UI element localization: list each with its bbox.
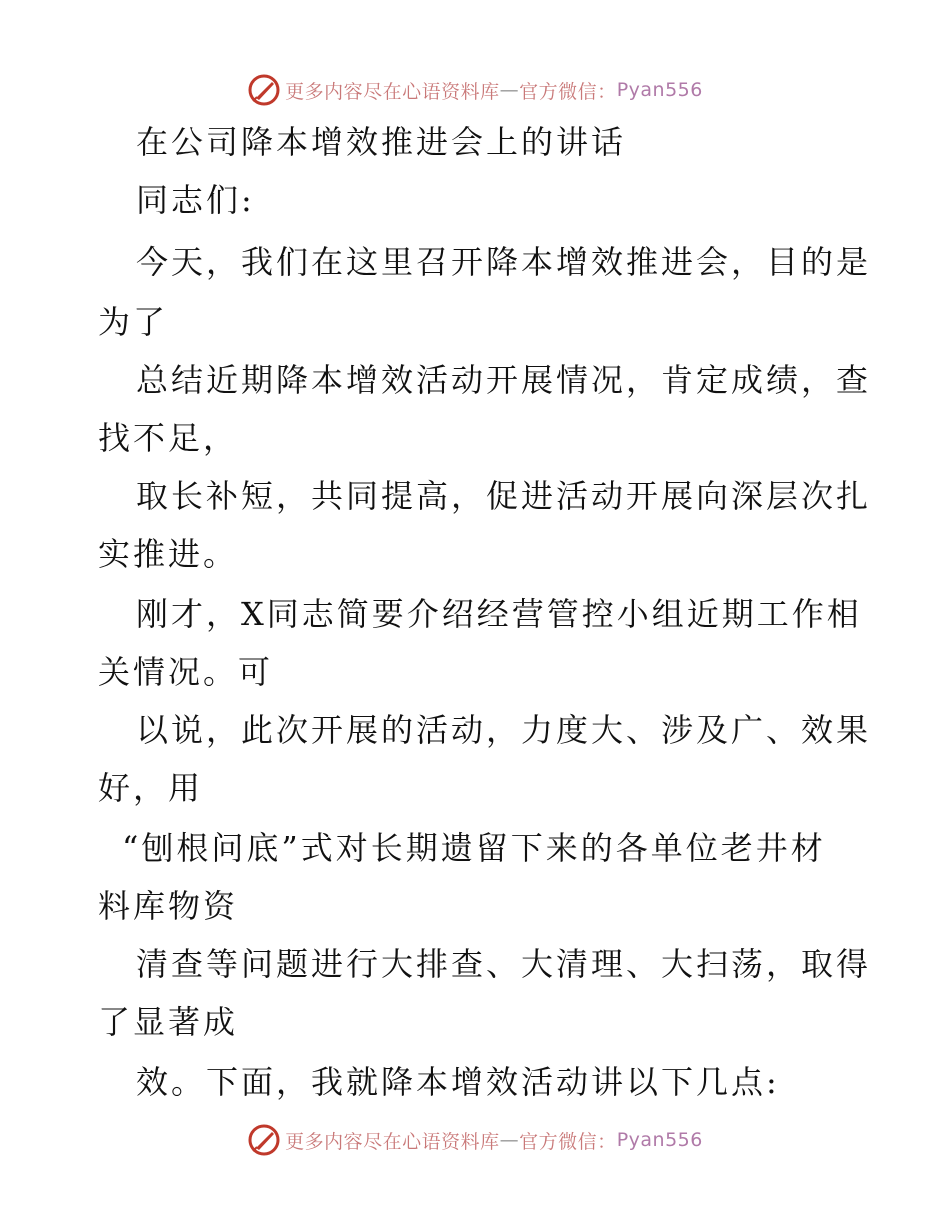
watermark-account-label: 官方微信： (519, 80, 617, 103)
paragraph-line: 今天，我们在这里召开降本增效推进会，目的是 (136, 243, 872, 281)
watermark-account-value: Pyan556 (616, 1129, 703, 1151)
paragraph-line: 刚才，X同志简要介绍经营管控小组近期工作相 (136, 595, 862, 633)
paragraph-line: 取长补短，共同提高，促进活动开展向深层次扎 (136, 477, 872, 515)
paragraph-line: 实推进。 (98, 535, 239, 573)
watermark-account-label: 官方微信： (519, 1130, 617, 1153)
paragraph-line: 好，用 (98, 769, 204, 807)
paragraph-line: 料库物资 (98, 887, 239, 925)
quill-logo-icon (247, 73, 281, 107)
document-title: 在公司降本增效推进会上的讲话 (136, 123, 627, 161)
paragraph-line: 了显著成 (98, 1003, 239, 1041)
watermark-dash: — (499, 1129, 520, 1151)
paragraph-line: 清查等问题进行大排查、大清理、大扫荡，取得 (136, 945, 872, 983)
quill-logo-icon (247, 1123, 281, 1157)
paragraph-line: 效。下面，我就降本增效活动讲以下几点: (136, 1063, 780, 1101)
paragraph-line: 关情况。可 (98, 653, 274, 691)
watermark-text: 更多内容尽在心语资料库 (285, 1130, 500, 1153)
footer-watermark (0, 1120, 950, 1160)
salutation: 同志们: (136, 181, 255, 219)
paragraph-line: “刨根问底”式对长期遗留下来的各单位老井材 (122, 829, 826, 867)
paragraph-line: 找不足， (98, 419, 239, 457)
paragraph-line: 总结近期降本增效活动开展情况，肯定成绩，查 (136, 361, 872, 399)
watermark-text: 更多内容尽在心语资料库 (285, 80, 500, 103)
watermark-dash: — (499, 79, 520, 101)
header-watermark (0, 70, 950, 110)
paragraph-line: 为了 (98, 303, 169, 341)
watermark-account-value: Pyan556 (616, 79, 703, 101)
paragraph-line: 以说，此次开展的活动，力度大、涉及广、效果 (136, 711, 872, 749)
